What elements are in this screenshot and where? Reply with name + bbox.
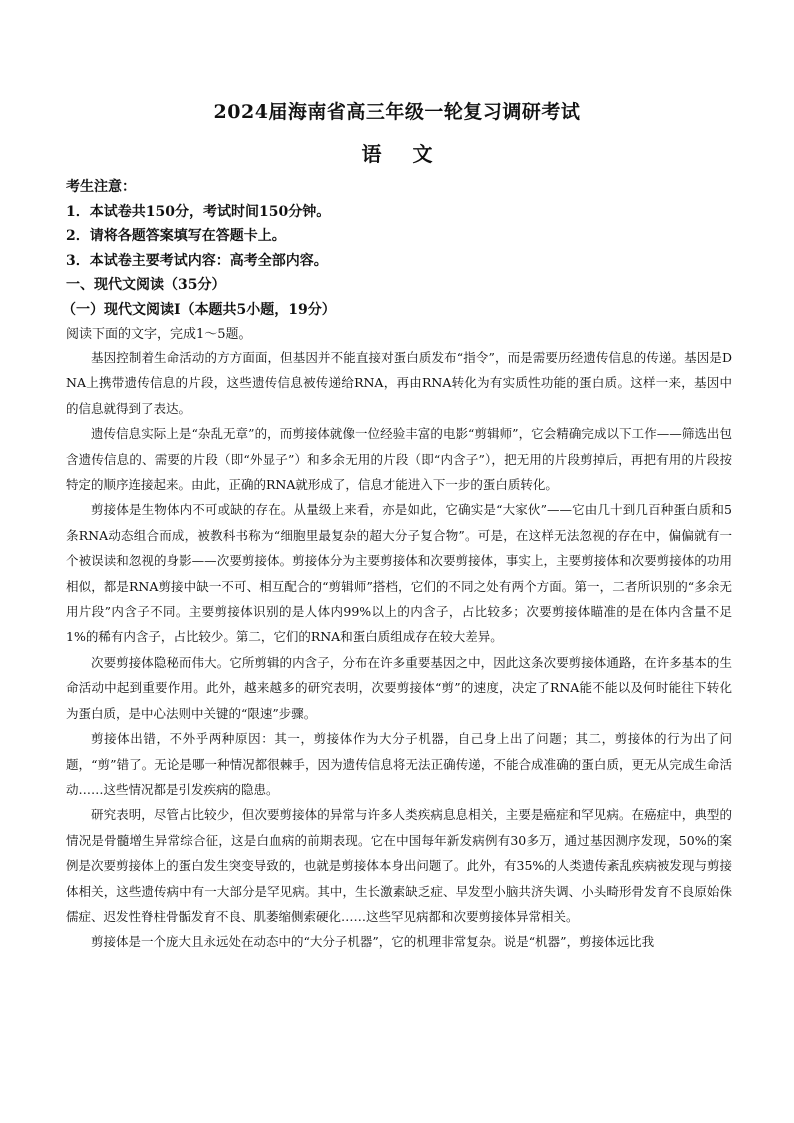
passage-paragraph: 研究表明，尽管占比较少，但次要剪接体的异常与许多人类疾病息息相关，主要是癌症和罕见病。在癌症中，典型的情况是骨髓增生异常综合征，这是白血病的前期表现。它在中国每年新发病例有30多万，通过基因测序发现，50%的案例是次要剪接体上的蛋白发生突变导致的，也就是剪接体本身出问题了。此外，有35%的人类遗传紊乱疾病被发现与剪接体相关，这些遗传病中有一大部分是罕见病。其中，生长激素缺乏症、早发型小脑共济失调、小头畸形骨发育不良原始侏儒症、迟发性脊柱骨骺发育不良、肌萎缩侧索硬化……这些罕见病都和次要剪接体异常相关。 — [66, 807, 732, 924]
notice-item-3: 3．本试卷主要考试内容：高考全部内容。 — [66, 253, 328, 269]
notice-item-2: 2．请将各题答案填写在答题卡上。 — [66, 228, 286, 244]
passage-paragraph: 遗传信息实际上是“杂乱无章”的，而剪接体就像一位经验丰富的电影“剪辑师”，它会精确完成以下工作——筛选出包含遗传信息的、需要的片段（即“外显子”）和多余无用的片段（即“内含子”），把无用的片段剪掉后，再把有用的片段按特定的顺序连接起来。由此，正确的RNA就形成了，信息才能进入下一步的蛋白质转化。 — [66, 426, 732, 493]
passage-paragraph: 剪接体是生物体内不可或缺的存在。从量级上来看，亦是如此，它确实是“大家伙”——它由几十到几百种蛋白质和5条RNA动态组合而成，被教科书称为“细胞里最复杂的超大分子复合物”。可是，在这样无法忽视的存在中，偏偏就有一个被误读和忽视的身影——次要剪接体。剪接体分为主要剪接体和次要剪接体，事实上，主要剪接体和次要剪接体的功用相似，都是RNA剪接中缺一不可、相互配合的“剪辑师”搭档，它们的不同之处有两个方面。第一，二者所识别的“多余无用片段”内含子不同。主要剪接体识别的是人体内99%以上的内含子，占比较多；次要剪接体瞄准的是在体内含量不足1%的稀有内含子，占比较少。第二，它们的RNA和蛋白质组成存在较大差异。 — [66, 502, 732, 645]
notice-item-1: 1．本试卷共150分，考试时间150分钟。 — [66, 204, 331, 220]
passage-paragraph: 剪接体出错，不外乎两种原因：其一，剪接体作为大分子机器，自己身上出了问题；其二，剪接体的行为出了问题，“剪”错了。无论是哪一种情况都很棘手，因为遗传信息将无法正确传递，不能合成准确的蛋白质，更无从完成生命活动……这些情况都是引发疾病的隐患。 — [66, 731, 732, 797]
subject-title: 语 文 — [361, 142, 445, 166]
section-heading: 一、现代文阅读（35分） — [66, 277, 226, 293]
passage-paragraph: 次要剪接体隐秘而伟大。它所剪辑的内含子，分布在许多重要基因之中，因此这条次要剪接体通路，在许多基本的生命活动中起到重要作用。此外，越来越多的研究表明，次要剪接体“剪”的速度，决定了RNA能不能以及何时能往下转化为蛋白质，是中心法则中关键的“限速”步骤。 — [66, 654, 732, 721]
subsection-heading: （一）现代文阅读Ⅰ（本题共5小题，19分） — [62, 302, 336, 318]
passage-paragraph: 剪接体是一个庞大且永远处在动态中的“大分子机器”，它的机理非常复杂。说是“机器”，剪接体远比我 — [91, 934, 655, 950]
passage-paragraph: 基因控制着生命活动的方方面面，但基因并不能直接对蛋白质发布“指令”，而是需要历经遗传信息的传递。基因是DNA上携带遗传信息的片段，这些遗传信息被传递给RNA，再由RNA转化为有实质性功能的蛋白质。这样一来，基因中的信息就得到了表达。 — [66, 350, 732, 416]
notice-heading: 考生注意： — [66, 179, 136, 195]
exam-title: 2024届海南省高三年级一轮复习调研考试 — [213, 101, 581, 123]
reading-instruction: 阅读下面的文字，完成1～5题。 — [66, 327, 252, 342]
reading-passage — [66, 345, 732, 955]
